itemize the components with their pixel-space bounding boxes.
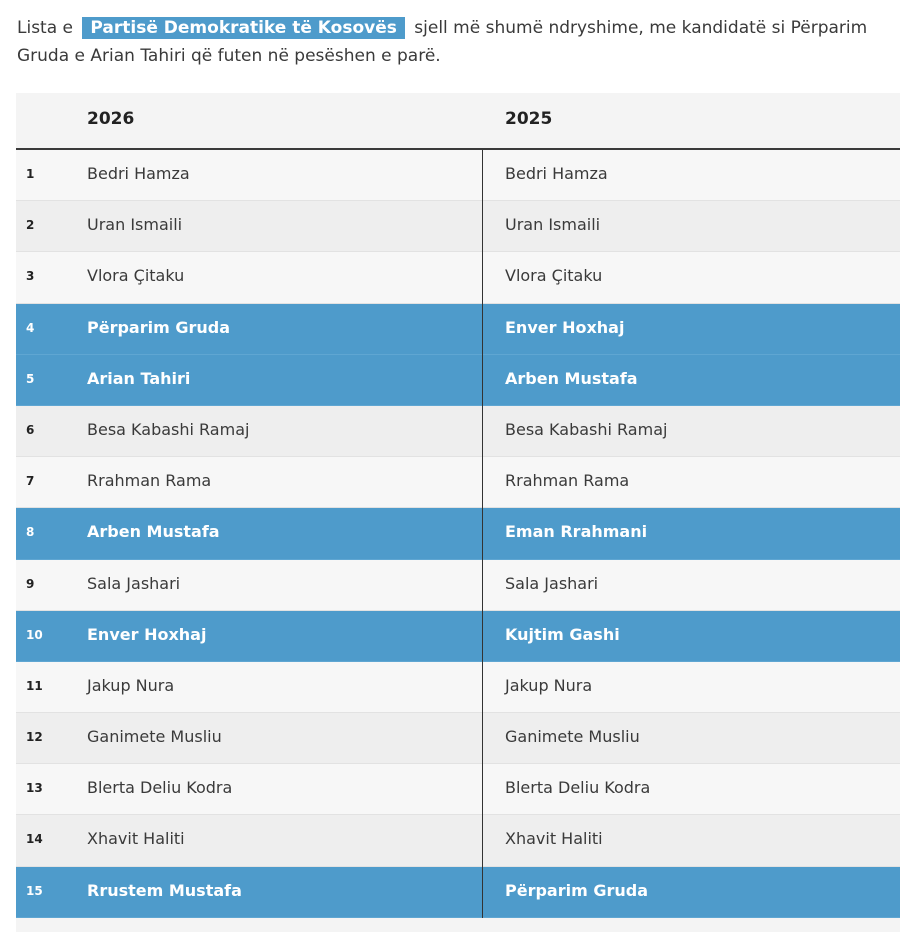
column-divider [482,150,483,918]
candidate-2026-cell: Ganimete Musliu [87,727,222,747]
candidate-2025-cell: Xhavit Haliti [505,829,603,849]
rank-cell: 4 [26,320,35,335]
table-row [16,201,900,252]
intro-prefix: Lista e [17,18,73,38]
candidate-2026-cell: Përparim Gruda [87,317,230,337]
candidate-2026-cell: Vlora Çitaku [87,266,185,286]
candidate-2025-cell: Përparim Gruda [505,880,648,900]
candidate-2025-cell: Vlora Çitaku [505,266,603,286]
candidate-2026-cell: Besa Kabashi Ramaj [87,419,250,439]
candidate-2025-cell: Blerta Deliu Kodra [505,778,651,798]
candidate-2025-cell: Kujtim Gashi [505,624,620,644]
table-row [16,508,900,559]
table-row [16,252,900,303]
rank-cell: 6 [26,422,35,437]
rank-cell: 14 [26,832,43,847]
table-row [16,150,900,201]
header-2025: 2025 [505,109,553,129]
candidate-2026-cell: Arben Mustafa [87,522,220,542]
candidate-2025-cell: Besa Kabashi Ramaj [505,419,668,439]
candidate-2026-cell: Blerta Deliu Kodra [87,778,233,798]
candidate-2025-cell: Arben Mustafa [505,368,638,388]
rank-cell: 13 [26,781,43,796]
table-row [16,355,900,406]
comparison-table [16,93,900,932]
rank-cell: 7 [26,474,35,489]
candidate-2025-cell: Bedri Hamza [505,164,608,183]
rank-cell: 10 [26,627,43,642]
table-row [16,764,900,815]
candidate-2026-cell: Rrustem Mustafa [87,880,242,900]
table-header [16,93,900,150]
rank-cell: 15 [26,883,43,898]
table-body [16,150,900,918]
rank-cell: 8 [26,525,35,540]
rank-cell: 1 [26,167,35,181]
table-row [16,867,900,918]
candidate-2026-cell: Bedri Hamza [87,164,190,183]
table-row [16,406,900,457]
table-row [16,815,900,866]
table-row [16,662,900,713]
candidate-2026-cell: Arian Tahiri [87,368,191,388]
candidate-2026-cell: Jakup Nura [87,675,175,695]
intro-suffix: sjell më shumë ndryshime, me kandidatë si Përparim Gruda e Arian Tahiri që futen në pesëshen e parë. [17,18,868,66]
table-row [16,560,900,611]
candidate-2025-cell: Sala Jashari [505,573,599,593]
rank-cell: 12 [26,730,43,745]
table-row [16,611,900,662]
table-row [16,713,900,764]
candidate-2025-cell: Rrahman Rama [505,471,630,491]
candidate-2025-cell: Eman Rrahmani [505,522,648,542]
rank-cell: 9 [26,576,35,591]
rank-cell: 2 [26,218,35,233]
table-row [16,304,900,355]
rank-cell: 5 [26,371,35,386]
candidate-2026-cell: Rrahman Rama [87,471,212,491]
header-2026: 2026 [87,109,135,129]
party-highlight: Partisë Demokratike të Kosovës [82,17,404,39]
intro-paragraph [17,14,892,70]
rank-cell: 3 [26,269,35,284]
candidate-2025-cell: Jakup Nura [505,675,593,695]
candidate-2025-cell: Ganimete Musliu [505,727,640,747]
candidate-2026-cell: Sala Jashari [87,573,181,593]
candidate-2025-cell: Enver Hoxhaj [505,317,625,337]
table-row [16,457,900,508]
candidate-2026-cell: Uran Ismaili [87,215,183,235]
candidate-2025-cell: Uran Ismaili [505,215,601,235]
candidate-2026-cell: Enver Hoxhaj [87,624,207,644]
rank-cell: 11 [26,678,43,693]
candidate-2026-cell: Xhavit Haliti [87,829,185,849]
